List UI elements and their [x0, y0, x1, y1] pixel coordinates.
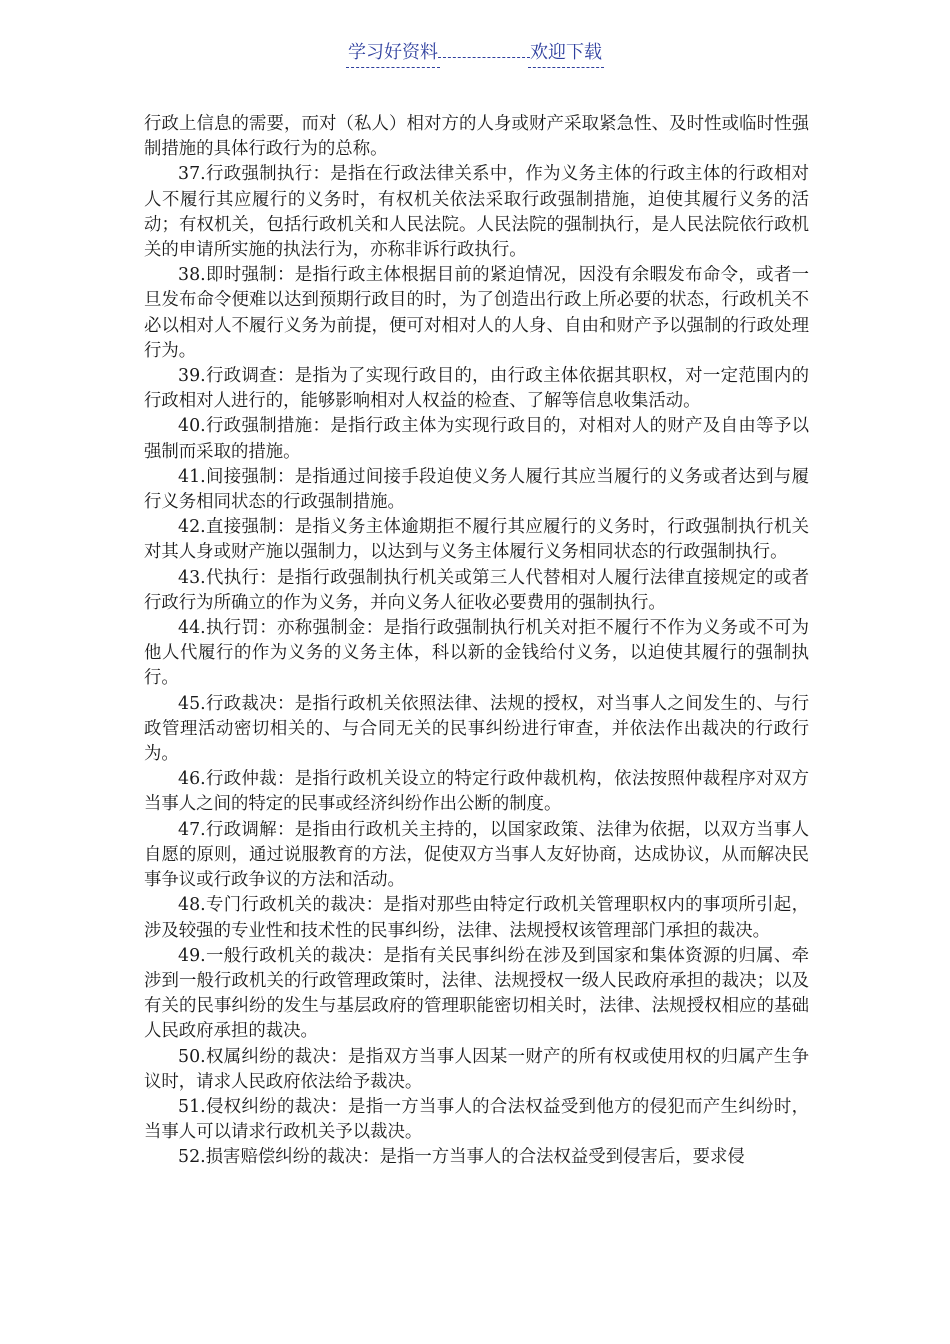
paragraph-41: 41.间接强制：是指通过间接手段迫使义务人履行其应当履行的义务或者达到与履行义务相同状态的行政强制措施。	[144, 466, 809, 513]
paragraph-43: 43.代执行：是指行政强制执行机关或第三人代替相对人履行法律直接规定的或者行政行为所确立的作为义务，并向义务人征收必要费用的强制执行。	[144, 567, 809, 613]
paragraph-49: 49.一般行政机关的裁决：是指有关民事纠纷在涉及到国家和集体资源的归属、牵涉到一般行政机关的行政管理政策时，法律、法规授权一级人民政府承担的裁决；以及有关的民事纠纷的发生与基层政府的管理职能密切相关时，法律、法规授权相应的基础人民政府承担的裁决。	[144, 945, 809, 1042]
paragraph-51: 51.侵权纠纷的裁决：是指一方当事人的合法权益受到他方的侵犯而产生纠纷时，当事人可以请求行政机关予以裁决。	[144, 1096, 809, 1143]
paragraph-continued: 行政上信息的需要，而对（私人）相对方的人身或财产采取紧急性、及时性或临时性强制措施的具体行政行为的总称。	[144, 114, 809, 160]
paragraph-44: 44.执行罚：亦称强制金：是指行政强制执行机关对拒不履行不作为义务或不可为他人代履行的作为义务的义务主体，科以新的金钱给付义务，以迫使其履行的强制执行。	[144, 618, 809, 689]
header-left-text: 学习好资料	[346, 38, 440, 68]
paragraph-42: 42.直接强制：是指义务主体逾期拒不履行其应履行的义务时，行政强制执行机关对其人身或财产施以强制力，以达到与义务主体履行义务相同状态的行政强制执行。	[144, 517, 809, 563]
paragraph-37: 37.行政强制执行：是指在行政法律关系中，作为义务主体的行政主体的行政相对人不履行其应履行的义务时，有权机关依法采取行政强制措施，迫使其履行义务的活动；有权机关，包括行政机关和人民法院。人民法院的强制执行，是人民法院依行政机关的申请所实施的执法行为，亦称非诉行政执行。	[144, 164, 809, 261]
header-right-text: 欢迎下载	[528, 38, 604, 68]
document-body	[144, 112, 809, 1171]
paragraph-45: 45.行政裁决：是指行政机关依照法律、法规的授权，对当事人之间发生的、与行政管理活动密切相关的、与合同无关的民事纠纷进行审查，并依法作出裁决的行政行为。	[144, 693, 809, 765]
paragraph-40: 40.行政强制措施：是指行政主体为实现行政目的，对相对人的财产及自由等予以强制而采取的措施。	[144, 416, 809, 462]
paragraph-50: 50.权属纠纷的裁决：是指双方当事人因某一财产的所有权或使用权的归属产生争议时，请求人民政府依法给予裁决。	[144, 1046, 809, 1092]
paragraph-52: 52.损害赔偿纠纷的裁决：是指一方当事人的合法权益受到侵害后，要求侵	[178, 1147, 745, 1168]
page-header	[0, 38, 950, 68]
paragraph-46: 46.行政仲裁：是指行政机关设立的特定行政仲裁机构，依法按照仲裁程序对双方当事人之间的特定的民事或经济纠纷作出公断的制度。	[144, 769, 809, 815]
paragraph-48: 48.专门行政机关的裁决：是指对那些由特定行政机关管理职权内的事项所引起，涉及较强的专业性和技术性的民事纠纷，法律、法规授权该管理部门承担的裁决。	[144, 895, 809, 941]
header-dashed-gap	[438, 56, 530, 58]
paragraph-47: 47.行政调解：是指由行政机关主持的，以国家政策、法律为依据，以双方当事人自愿的原则，通过说服教育的方法，促使双方当事人友好协商，达成协议，从而解决民事争议或行政争议的方法和活动。	[144, 819, 809, 891]
paragraph-38: 38.即时强制：是指行政主体根据目前的紧迫情况，因没有余暇发布命令，或者一旦发布命令便难以达到预期行政目的时，为了创造出行政上所必要的状态，行政机关不必以相对人不履行义务为前提，便可对相对人的人身、自由和财产予以强制的行政处理行为。	[144, 265, 809, 361]
paragraph-39: 39.行政调查：是指为了实现行政目的，由行政主体依据其职权，对一定范围内的行政相对人进行的，能够影响相对人权益的检查、了解等信息收集活动。	[144, 366, 809, 412]
